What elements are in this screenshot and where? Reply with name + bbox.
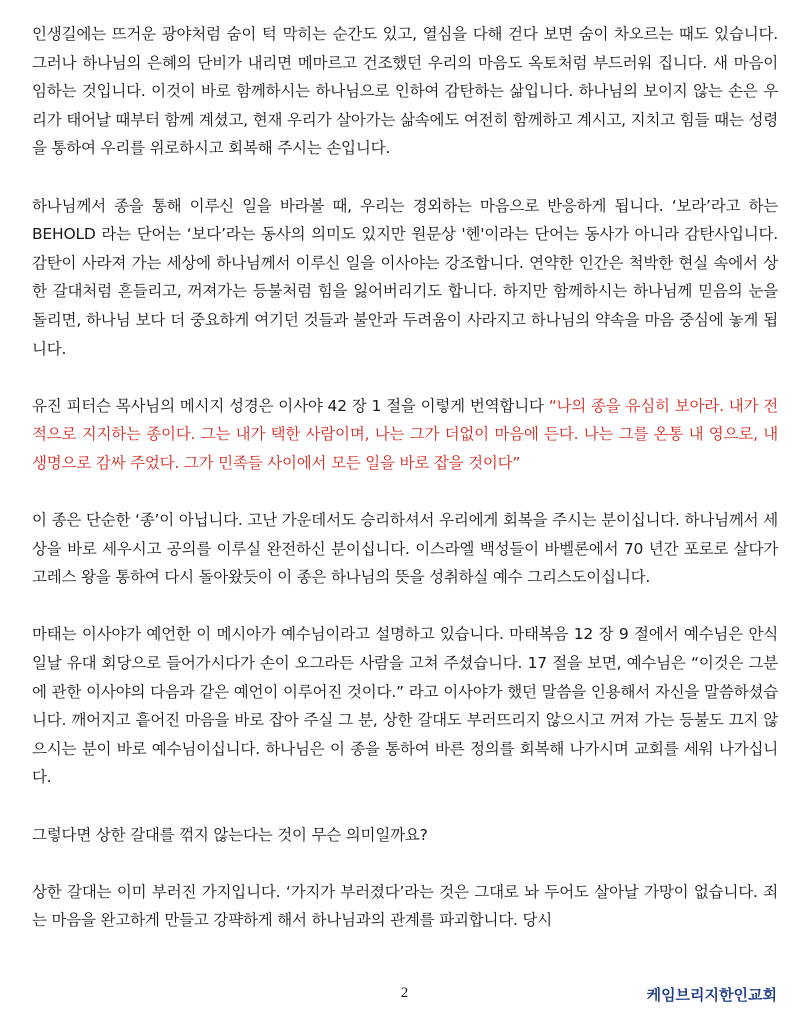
church-name: 케임브리지한인교회: [646, 986, 777, 1004]
paragraph-3-intro: 유진 피터슨 목사님의 메시지 성경은 이사야 42 장 1 절을 이렇게 번역합니다: [32, 396, 549, 415]
page-number: 2: [400, 985, 409, 1001]
paragraph-2: 하나님께서 종을 통해 이루신 일을 바라볼 때, 우리는 경외하는 마음으로 반응하게 됩니다. ‘보라’라고 하는 BEHOLD 라는 단어는 ‘보다’라는 동사의 의미도 있지만 원문상 '헨'이라는 단어는 동사가 아니라 감탄사입니다. 감탄이 사라져 가는 세상에 하나님께서 이루신 일을 이사야는 강조합니다. 연약한 인간은 척박한 현실 속에서 상한 갈대처럼 흔들리고, 꺼져가는 등불처럼 힘을 잃어버리기도 합니다. 하지만 함께하시는 하나님께 믿음의 눈을 돌리면, 하나님 보다 더 중요하게 여기던 것들과 불안과 두려움이 사라지고 하나님의 약속을 마음 중심에 놓게 됩니다.: [32, 196, 778, 358]
document-body: [32, 20, 778, 964]
paragraph-5: 마태는 이사야가 예언한 이 메시아가 예수님이라고 설명하고 있습니다. 마태복음 12 장 9 절에서 예수님은 안식일날 유대 회당으로 들어가시다가 손이 오그라든 사람을 고쳐 주셨습니다. 17 절을 보면, 예수님은 “이것은 그분에 관한 이사야의 다음과 같은 예언이 이루어진 것이다.” 라고 이사야가 했던 말씀을 인용해서 자신을 말씀하셨습니다. 깨어지고 흩어진 마음을 바로 잡아 주실 그 분, 상한 갈대도 부러뜨리지 않으시고 꺼져 가는 등불도 끄지 않으시는 분이 바로 예수님이십니다. 하나님은 이 종을 통하여 바른 정의를 회복해 나가시며 교회를 세워 나가십니다.: [32, 625, 778, 787]
paragraph-1: 인생길에는 뜨거운 광야처럼 숨이 턱 막히는 순간도 있고, 열심을 다해 걷다 보면 숨이 차오르는 때도 있습니다. 그러나 하나님의 은혜의 단비가 내리면 메마르고 건조했던 우리의 마음도 옥토처럼 부드러워 집니다. 새 마음이 임하는 것입니다. 이것이 바로 함께하시는 하나님으로 인하여 감탄하는 삶입니다. 하나님의 보이지 않는 손은 우리가 태어날 때부터 함께 계셨고, 현재 우리가 살아가는 삶속에도 여전히 함께하고 계시고, 지치고 힘들 때는 성령을 통하여 우리를 위로하시고 회복해 주시는 손입니다.: [32, 25, 778, 158]
scripture-quote: “나의 종을 유심히 보아라. 내가 전적으로 지지하는 종이다. 그는 내가 택한 사람이며, 나는 그가 더없이 마음에 든다. 나는 그를 온통 내 영으로, 내 생명으로 감싸 주었다. 그가 민족들 사이에서 모든 일을 바로 잡을 것이다”: [32, 396, 778, 472]
paragraph-7: 상한 갈대는 이미 부러진 가지입니다. ‘가지가 부러졌다’라는 것은 그대로 놔 두어도 살아날 가망이 없습니다. 죄는 마음을 완고하게 만들고 강퍅하게 해서 하나님과의 관계를 파괴합니다. 당시: [32, 882, 778, 930]
paragraph-6: 그렇다면 상한 갈대를 꺾지 않는다는 것이 무슨 의미일까요?: [32, 825, 428, 844]
paragraph-4: 이 종은 단순한 ‘종’이 아닙니다. 고난 가운데서도 승리하셔서 우리에게 회복을 주시는 분이십니다. 하나님께서 세상을 바로 세우시고 공의를 이루실 완전하신 분이십니다. 이스라엘 백성들이 바벨론에서 70 년간 포로로 살다가 고레스 왕을 통하여 다시 돌아왔듯이 이 종은 하나님의 뜻을 성취하실 예수 그리스도이십니다.: [32, 511, 778, 587]
paragraph-3: [32, 392, 778, 478]
